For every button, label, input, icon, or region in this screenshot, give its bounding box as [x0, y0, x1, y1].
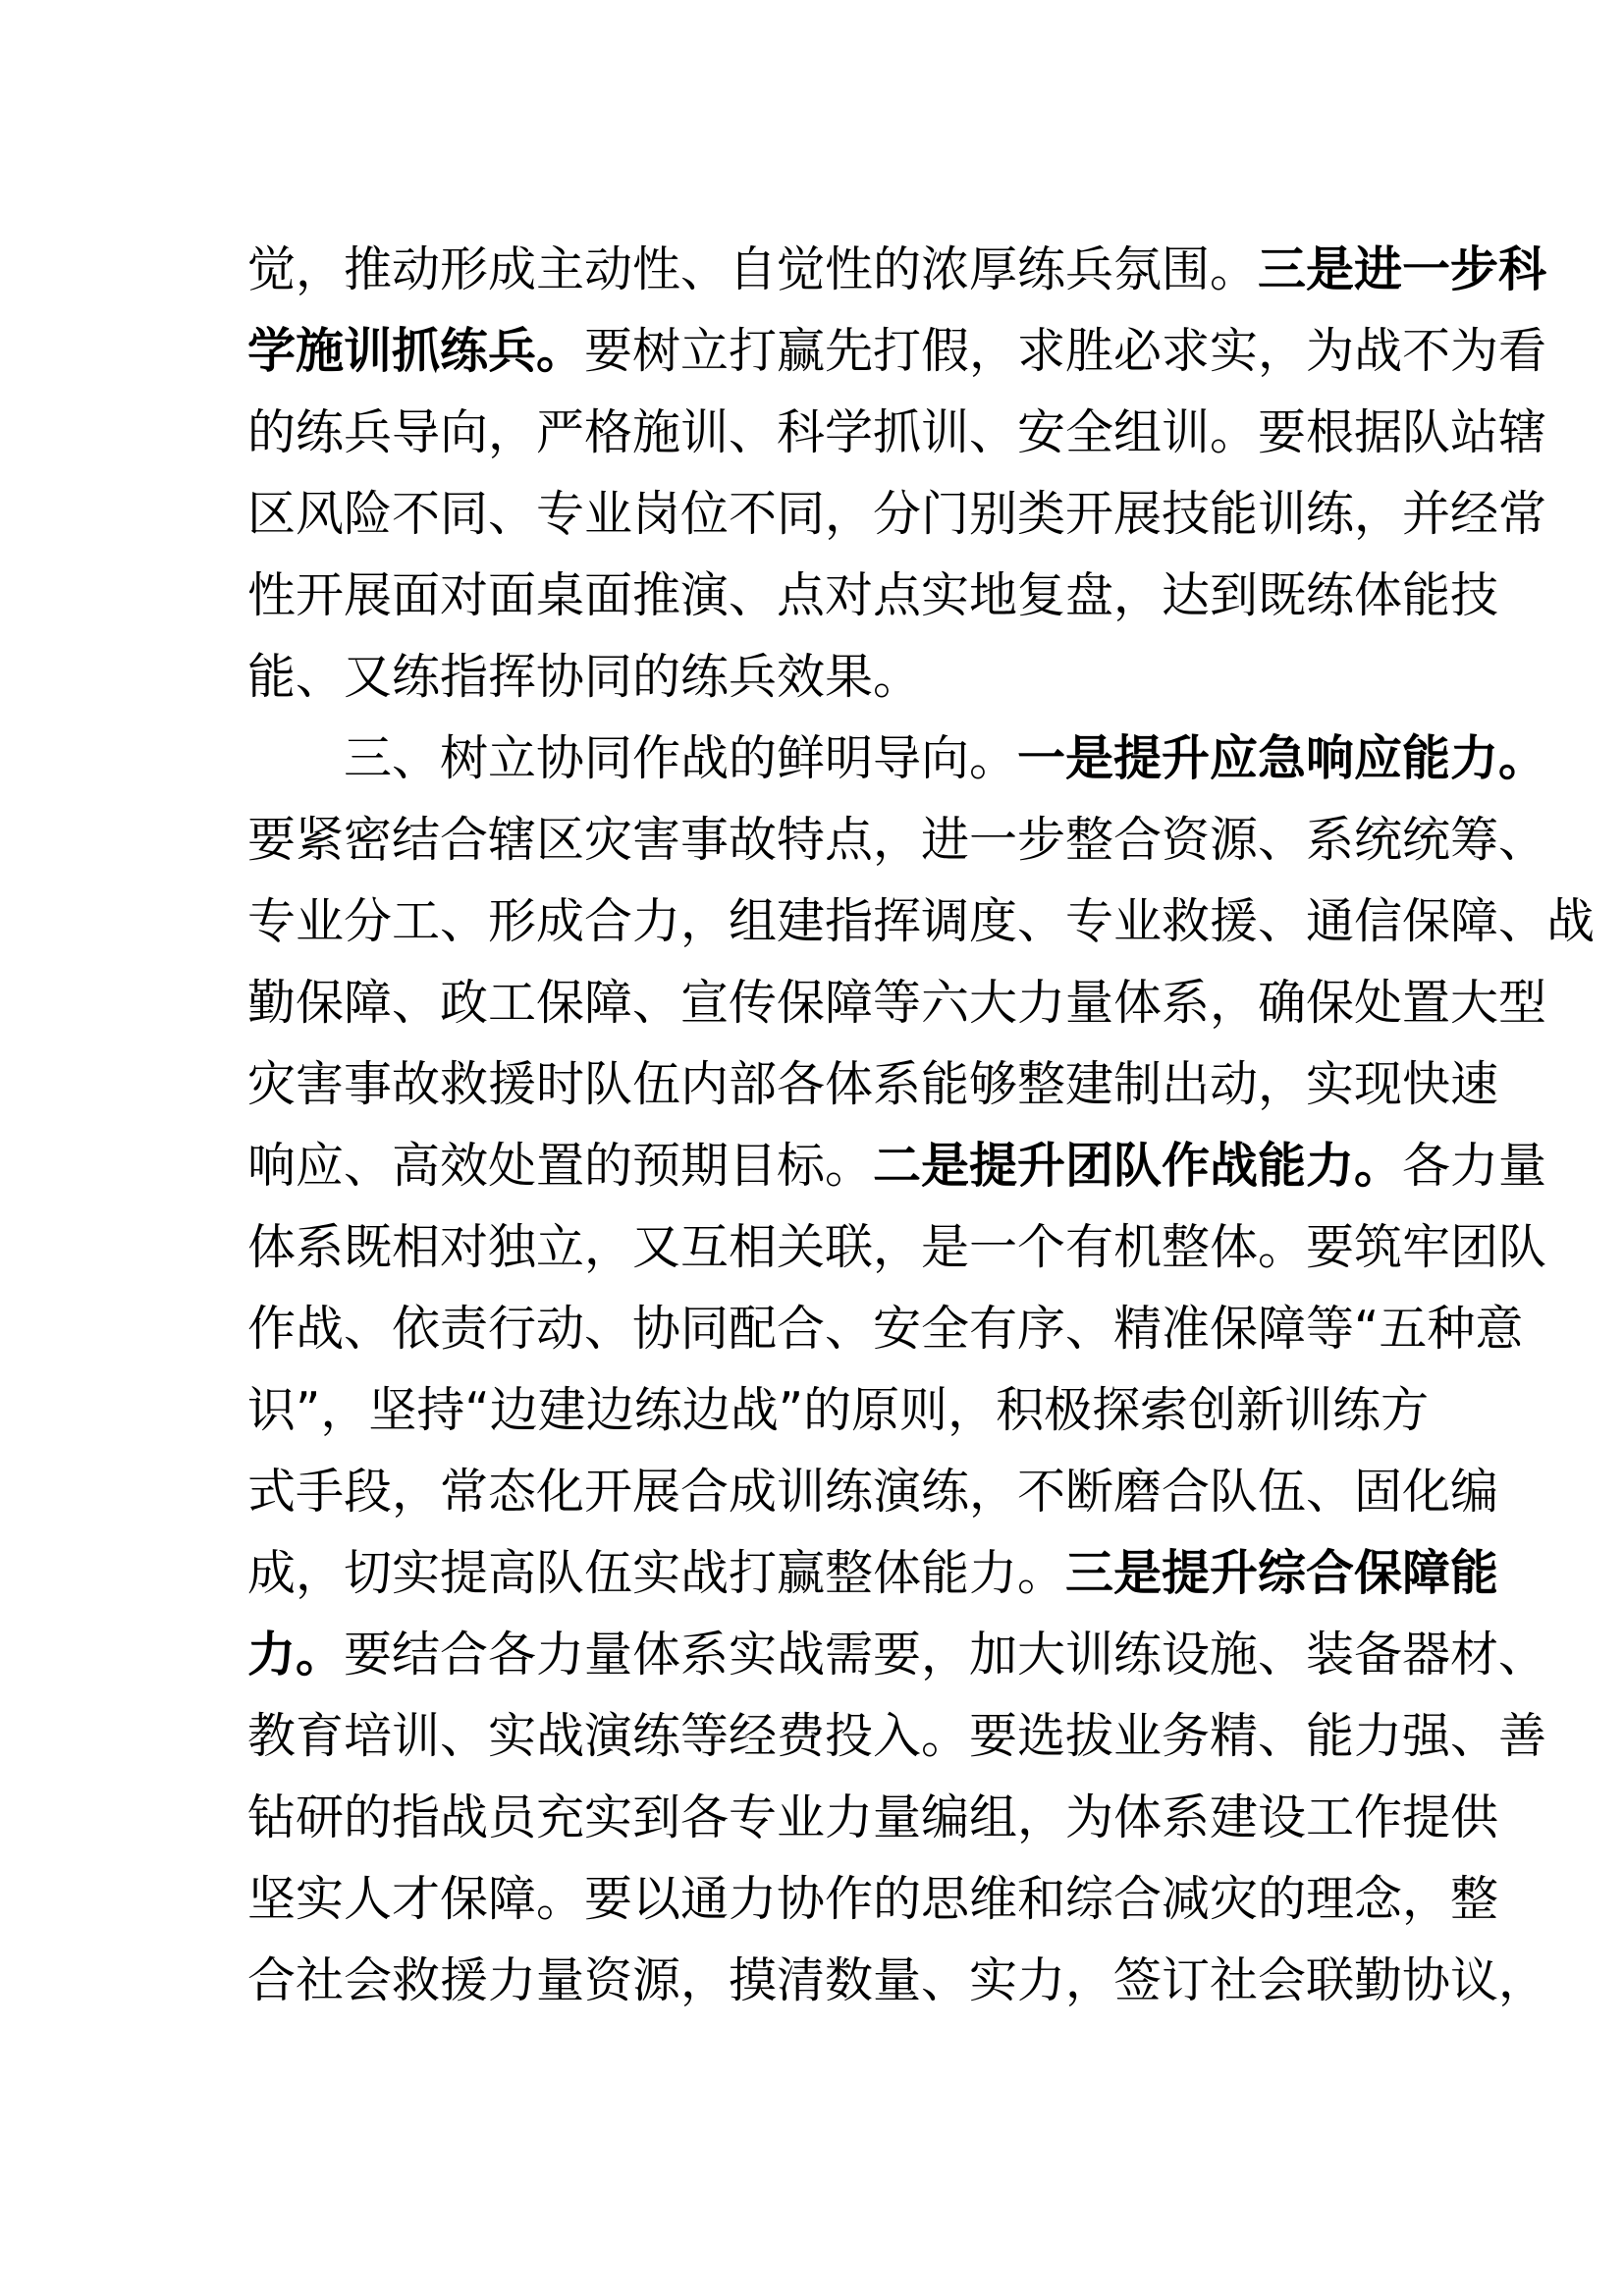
text-segment: 式手段，常态化开展合成训练演练，不断磨合队伍、固化编 — [247, 1464, 1499, 1520]
text-line — [247, 1450, 1499, 1534]
bold-text-segment: 三是进一步科 — [1258, 241, 1547, 297]
text-line — [247, 1124, 1547, 1208]
text-segment: 性开展面对面桌面推演、点对点实地复盘，达到既练体能技 — [247, 567, 1499, 623]
text-line — [247, 798, 1547, 882]
bold-text-segment: 力。 — [247, 1627, 345, 1682]
text-segment: 区风险不同、专业岗位不同，分门别类开展技能训练，并经常 — [247, 486, 1547, 542]
text-line — [247, 1857, 1499, 1942]
bold-text-segment: 三是提升综合保障能 — [1065, 1545, 1499, 1601]
text-segment: 要紧密结合辖区灾害事故特点，进一步整合资源、系统统筹、 — [247, 812, 1547, 868]
text-line — [247, 961, 1547, 1045]
text-segment: 要结合各力量体系实战需要，加大训练设施、装备器材、 — [344, 1627, 1547, 1682]
text-line — [247, 1368, 1430, 1453]
text-segment: 体系既相对独立，又互相关联，是一个有机整体。要筑牢团队 — [247, 1219, 1547, 1275]
text-line — [247, 1776, 1499, 1860]
text-segment: 作战、依责行动、协同配合、安全有序、精准保障等“五种意 — [247, 1301, 1524, 1357]
text-segment: 教育培训、实战演练等经费投入。要选拔业务精、能力强、善 — [247, 1708, 1547, 1764]
text-segment: 各力量 — [1402, 1138, 1547, 1194]
text-segment: 合社会救援力量资源，摸清数量、实力，签订社会联勤协议， — [247, 1952, 1547, 2008]
text-segment: 灾害事故救援时队伍内部各体系能够整建制出动，实现快速 — [247, 1056, 1499, 1112]
text-line — [247, 1531, 1499, 1616]
text-segment: 勤保障、政工保障、宣传保障等六大力量体系，确保处置大型 — [247, 975, 1547, 1031]
text-line — [247, 391, 1547, 475]
text-line — [247, 228, 1547, 312]
text-line — [247, 635, 1386, 720]
text-line — [247, 1042, 1499, 1127]
section-heading: 三、树立协同作战的鲜明导向。 — [344, 730, 1018, 786]
text-segment: 钻研的指战员充实到各专业力量编组，为体系建设工作提供 — [247, 1789, 1499, 1845]
bold-text-segment: 二是提升团队作战能力。 — [873, 1138, 1403, 1194]
text-segment: 识”，坚持“边建边练边战”的原则，积极探索创新训练方 — [247, 1382, 1430, 1438]
text-segment: 的练兵导向，严格施训、科学抓训、安全组训。要根据队站辖 — [247, 404, 1547, 460]
text-line — [247, 1205, 1547, 1290]
text-segment: 觉，推动形成主动性、自觉性的浓厚练兵氛围。 — [247, 241, 1259, 297]
text-segment: 能、又练指挥协同的练兵效果。 — [247, 649, 922, 705]
text-line — [247, 1939, 1547, 2023]
text-segment: 坚实人才保障。要以通力协作的思维和综合减灾的理念，整 — [247, 1871, 1499, 1927]
text-line — [247, 880, 1596, 964]
text-line — [247, 554, 1499, 638]
text-line — [247, 1694, 1547, 1779]
bold-text-segment: 一是提升应急响应能力。 — [1017, 730, 1547, 786]
bold-text-segment: 学施训抓练兵。 — [247, 323, 585, 379]
text-segment: 专业分工、形成合力，组建指挥调度、专业救援、通信保障、战 — [247, 893, 1596, 949]
text-line — [247, 472, 1547, 557]
text-segment: 成，切实提高队伍实战打赢整体能力。 — [247, 1545, 1066, 1601]
paragraph-first-line — [247, 717, 1547, 801]
text-line — [247, 309, 1547, 394]
text-segment: 响应、高效处置的预期目标。 — [247, 1138, 874, 1194]
text-line — [247, 1287, 1524, 1371]
text-segment: 要树立打赢先打假，求胜必求实，为战不为看 — [584, 323, 1547, 379]
text-line — [247, 1613, 1547, 1697]
